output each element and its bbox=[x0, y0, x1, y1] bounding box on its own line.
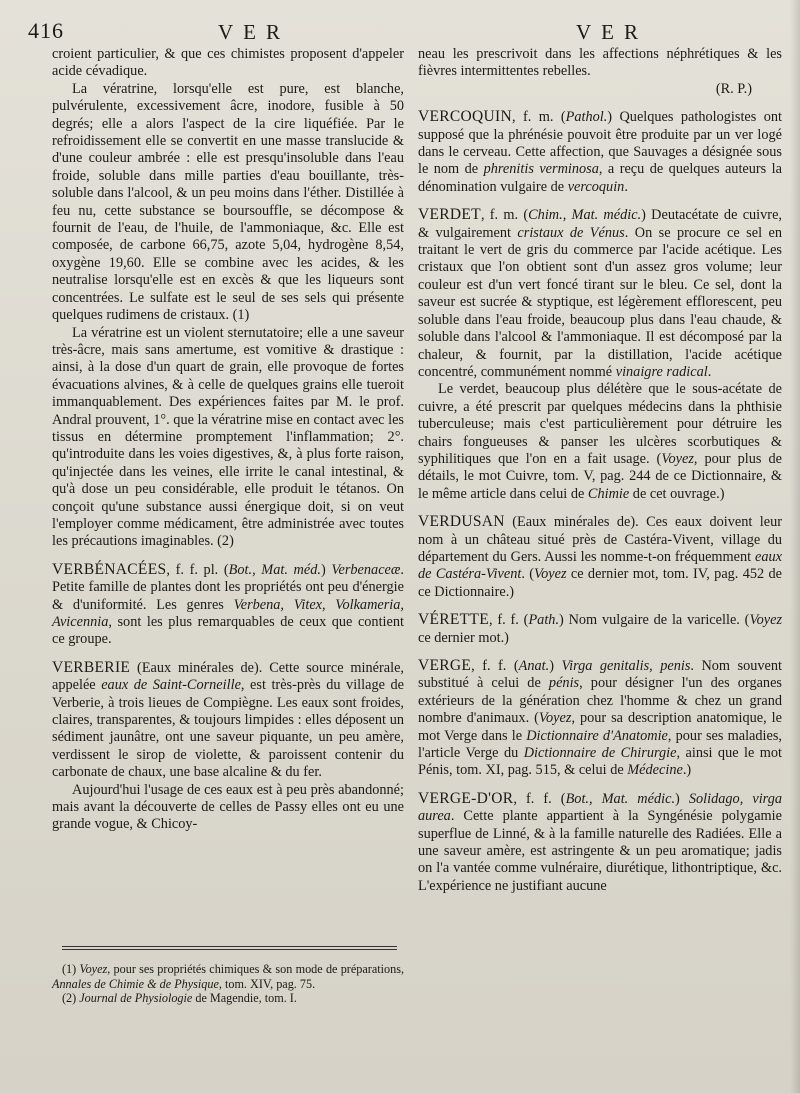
entry-text: ) Nom vulgaire de la varicelle. ( bbox=[559, 612, 750, 629]
italic-text: Voyez bbox=[534, 566, 567, 583]
page-number: 416 bbox=[28, 18, 64, 43]
entry-verette bbox=[418, 611, 782, 647]
note-text: (2) bbox=[62, 991, 80, 1006]
italic-text: Dictionnaire de Chirurgie bbox=[523, 745, 677, 762]
paragraph: Aujourd'hui l'usage de ces eaux est à peu près abandonné; mais avant la découverte de celles de Passy elles ont eu une grande vogue, & Chicoy- bbox=[52, 781, 404, 833]
entry-text: Le verdet, beaucoup plus délétère que le sous-acétate de cuivre, a été prescrit par quelques médecins dans la phthisie tuberculeuse; mais c'est particulièrement pour détruire les chairs fongueuses & panser les ulcères scorbutiques & syphilitiques que l'on en a fait usage. ( bbox=[418, 381, 782, 467]
page-header bbox=[28, 18, 770, 48]
entry-text: ce dernier mot, tom. IV, pag. 452 de ce Dictionnaire.) bbox=[418, 566, 782, 600]
left-column bbox=[52, 46, 404, 834]
entry-text: , pour ses maladies, l'article Verge du bbox=[418, 727, 782, 762]
entry-text: , est très-près du village de Verberie, à trois lieues de Compiègne. Les eaux sont froides, claires, transparentes, & toujours limpides : elles déposent un sédiment jaunâtre, ont une saveur piquante, un peu amère, verdissent le sirop de violette, & paroissent contenir du carbonate de chaux, une base alcaline & du fer. bbox=[52, 677, 404, 781]
footnote-1 bbox=[52, 962, 404, 991]
running-head-right: VER bbox=[576, 20, 648, 44]
italic-text: vercoquin bbox=[567, 178, 625, 195]
genera-list: Verbena, Vitex, Volkameria, Avicennia bbox=[52, 596, 404, 630]
entry-text: de cet ouvrage.) bbox=[629, 485, 725, 502]
paragraph: La vératrine, lorsqu'elle est pure, est blanche, pulvérulente, excessivement âcre, inodore, fusible à 50 degrés; elle a alors l'aspect de la cire liquéfiée. Par le refroidissement elle se convertit en une masse translucide & d'une couleur ambrée : elle est presqu'insoluble dans l'eau froide, soluble dans mille parties d'eau bouillante, très-soluble dans l'alcool, & un peu moins dans l'éther. Distillée à feu nu, cette substance se boursouffle, se décompose & fournit de l'eau, de l'huile, de l'ammoniaque, &c. Elle est composée, de carbone 66,75, azote 5,04, hydrogène 8,54, oxygène 19,60. Elle se combine avec les acides, & les neutralise lorsqu'elle est en excès & que les liqueurs sont concentrées. Le sulfate est le seul de ses sels qui présente quelques rudimens de cristaux. (1) bbox=[52, 80, 404, 324]
italic-text: vinaigre radical bbox=[615, 363, 708, 380]
paragraph bbox=[418, 381, 782, 503]
italic-text: eaux de Castéra-Vivent bbox=[418, 548, 782, 583]
italic-text: Médecine bbox=[627, 762, 683, 779]
entry-verge bbox=[418, 657, 782, 780]
footnote-2 bbox=[52, 991, 404, 1006]
entry-text: (Eaux minérales de). Ces eaux doivent leur nom à un château situé près de Castéra-Vivent, village du département du Gers. Aussi les nomme-t-on fréquemment bbox=[418, 514, 782, 565]
entry-text: ) Deutacétate de cuivre, & vulgairement bbox=[418, 207, 782, 241]
italic-text: Voyez bbox=[661, 450, 694, 467]
domain-label: Bot., Mat. médic. bbox=[565, 790, 676, 807]
entry-text: ) bbox=[675, 790, 689, 807]
italic-text: Solidago, virga aurea bbox=[418, 790, 783, 825]
entry-text: , pour plus de détails, le mot Cuivre, tom. V, pag. 244 de ce Dictionnaire, & le même article dans celui de bbox=[418, 450, 782, 502]
domain-label: Chim., Mat. médic. bbox=[528, 207, 642, 224]
note-text: (1) bbox=[62, 962, 80, 976]
italic-text: Journal de Physiologie bbox=[79, 991, 193, 1006]
headword: VERCOQUIN bbox=[418, 108, 512, 126]
italic-text: pénis bbox=[548, 675, 580, 692]
italic-text: Dictionnaire d'Anatomie bbox=[526, 727, 668, 744]
entry-text: , f. m. ( bbox=[511, 109, 566, 126]
headword: VERGE-D'OR bbox=[418, 789, 514, 807]
entry-verdusan bbox=[418, 513, 782, 601]
entry-text: , f. m. ( bbox=[480, 207, 529, 224]
note-text: , tom. XIV, pag. 75. bbox=[218, 976, 316, 991]
italic-text: Voyez bbox=[749, 612, 783, 629]
latin-name: Verbenaceæ bbox=[331, 561, 401, 578]
italic-text: Annales de Chimie & de Physique bbox=[52, 976, 219, 991]
italic-text: Chimie bbox=[587, 485, 630, 502]
right-column bbox=[418, 46, 782, 895]
author-signature: (R. P.) bbox=[715, 80, 752, 97]
entry-text: , ainsi que le mot Pénis, tom. XI, pag. 515, & celui de bbox=[418, 745, 783, 779]
entry-text: , sont les plus remarquables de ceux que contient ce groupe. bbox=[52, 614, 404, 648]
entry-verbenacees: VERBÉNACÉES, f. f. pl. (Bot., Mat. méd.) Verbenaceæ. Petite famille de plantes dont les propriétés ont peu d'énergie & d'uniformité. Les genres Verbena, Vitex, Volkameria, Avicennia, sont les plus remarquables de ceux que contient ce groupe. bbox=[52, 560, 404, 648]
footnote-rule bbox=[62, 946, 397, 947]
note-text: de Magendie, tom. I. bbox=[192, 991, 297, 1006]
entry-text: . Nom souvent substitué à celui de bbox=[418, 658, 782, 692]
entry-text: , f. f. pl. ( bbox=[166, 561, 229, 578]
footnotes bbox=[52, 962, 404, 1006]
entry-text: (Eaux minérales de). Cette source minérale, appelée bbox=[52, 659, 404, 694]
headword: VERDUSAN bbox=[418, 513, 505, 531]
entry-text: . Cette plante appartient à la Syngénésie polygamie superflue de Linné, & à la famille naturelle des Radiées. Elle a une saveur amère, est astringente & un peu aromatique; jadis on l'a vantée comme vulnéraire, diurétique, lithontriptique, &c. L'expérience ne justifiant aucune bbox=[418, 808, 782, 894]
entry-text: . Petite famille de plantes dont les propriétés ont peu d'énergie & d'uniformité. Les genres bbox=[52, 561, 404, 613]
entry-text: ce dernier mot.) bbox=[418, 629, 509, 646]
headword: VÉRETTE bbox=[418, 611, 489, 629]
entry-text: , f. f. ( bbox=[471, 658, 519, 674]
entry-text: , a reçu de quelques auteurs la dénomination vulgaire de bbox=[418, 161, 782, 195]
page-edge-shadow bbox=[790, 0, 800, 1093]
entry-text: .) bbox=[682, 762, 692, 779]
domain-label: Anat. bbox=[518, 658, 550, 674]
italic-text: phrenitis verminosa bbox=[483, 161, 599, 178]
italic-text: eaux de Saint-Corneille bbox=[101, 677, 241, 694]
italic-text: Voyez bbox=[79, 962, 108, 976]
footnote-rule bbox=[62, 949, 397, 950]
running-head-left: VER bbox=[218, 20, 290, 44]
headword: VERGE bbox=[418, 657, 472, 674]
entry-text: . On se procure ce sel en traitant le vert de gris du commerce par l'acide acétique. Les cristaux que l'on obtient sont d'un assez gros volume; leur couleur est d'un vert foncé tirant sur le bleu. Ce sel, dont la saveur est sucrée & styptique, est légèrement efflorescent, peu soluble dans l'eau froide, beaucoup plus dans l'eau chaude, & soluble dans l'alcool & l'ammoniaque. Il est décomposé par la chaleur, & fournit, par la distillation, l'acide acétique concentré, communément nommé bbox=[418, 224, 782, 380]
entry-text: , f. f. ( bbox=[488, 612, 529, 629]
italic-text: cristaux de Vénus bbox=[517, 224, 625, 241]
entry-text: . ( bbox=[521, 566, 534, 583]
italic-text: Voyez bbox=[538, 710, 572, 727]
entry-verdet: VERDET, f. m. (Chim., Mat. médic.) Deutacétate de cuivre, & vulgairement cristaux de Vénus. On se procure ce sel en traitant le vert de gris du commerce par l'acide acétique. Les cristaux que l'on obtient sont d'un assez gros volume; leur couleur est d'un vert foncé tirant sur le bleu. Ce sel, dont la saveur est sucrée & styptique, est légèrement efflorescent, peu soluble dans l'eau froide, beaucoup plus dans l'eau chaude, & soluble dans l'alcool & l'ammoniaque. Il est décomposé par la chaleur, & fournit, par la distillation, l'acide acétique concentré, communément nommé vinaigre radical. bbox=[418, 206, 782, 380]
note-text: , pour ses propriétés chimiques & son mode de préparations, bbox=[107, 962, 404, 976]
entry-verge-dor bbox=[418, 790, 782, 895]
entry-text: ) Quelques pathologistes ont supposé que la phrénésie pouvoit être produite par un ver logé dans le cerveau. Cette affection, que Sauvages a désignée sous le nom de bbox=[418, 109, 783, 178]
headword: VERDET bbox=[418, 206, 481, 224]
domain-label: Path. bbox=[528, 612, 560, 629]
domain-label: Bot., Mat. méd. bbox=[228, 561, 321, 578]
domain-label: Pathol. bbox=[565, 109, 608, 126]
entry-text: , pour désigner l'un des organes extérieurs de la génération chez l'homme & chez un grand nombre d'animaux. ( bbox=[418, 675, 782, 727]
paragraph: neau les prescrivoit dans les affections néphrétiques & les fièvres intermittentes rebelles. bbox=[418, 46, 782, 80]
entry-verberie bbox=[52, 659, 404, 782]
paragraph: croient particulier, & que ces chimistes proposent d'appeler acide cévadique. bbox=[52, 46, 404, 80]
paragraph: La vératrine est un violent sternutatoire; elle a une saveur très-âcre, mais sans amertume, est vomitive & drastique : ainsi, à la dose d'un quart de grain, elle provoque de fortes évacuations alvines, & à celle de quelques grains elle tueroit immanquablement. Des expériences faites par M. le prof. Andral prouvent, 1°. que la vératrine mise en contact avec les tissus en détermine promptement l'inflammation; 2°. qu'introduite dans les voies digestives, &, à plus forte raison, qu'injectée dans les veines, elle irrite le canal intestinal, & qu'à dose un peu considérable, elle produit le tétanos. On conçoit qu'une substance aussi énergique doit, si on veut l'employer comme médicament, être administrée avec toutes les précautions imaginables. (2) bbox=[52, 324, 404, 550]
entry-vercoquin: VERCOQUIN, f. m. (Pathol.) Quelques pathologistes ont supposé que la phrénésie pouvoit être produite par un ver logé dans le cerveau. Cette affection, que Sauvages a désignée sous le nom de phrenitis verminosa, a reçu de quelques auteurs la dénomination vulgaire de vercoquin. bbox=[418, 108, 783, 195]
entry-text: , f. f. ( bbox=[513, 790, 566, 807]
entry-text: , pour sa description anatomique, le mot Verge dans le bbox=[418, 710, 782, 744]
headword: VERBÉNACÉES bbox=[52, 560, 167, 578]
italic-text: Virga genitalis, penis bbox=[561, 658, 691, 674]
headword: VERBERIE bbox=[52, 658, 131, 676]
entry-text: ) bbox=[549, 658, 562, 674]
